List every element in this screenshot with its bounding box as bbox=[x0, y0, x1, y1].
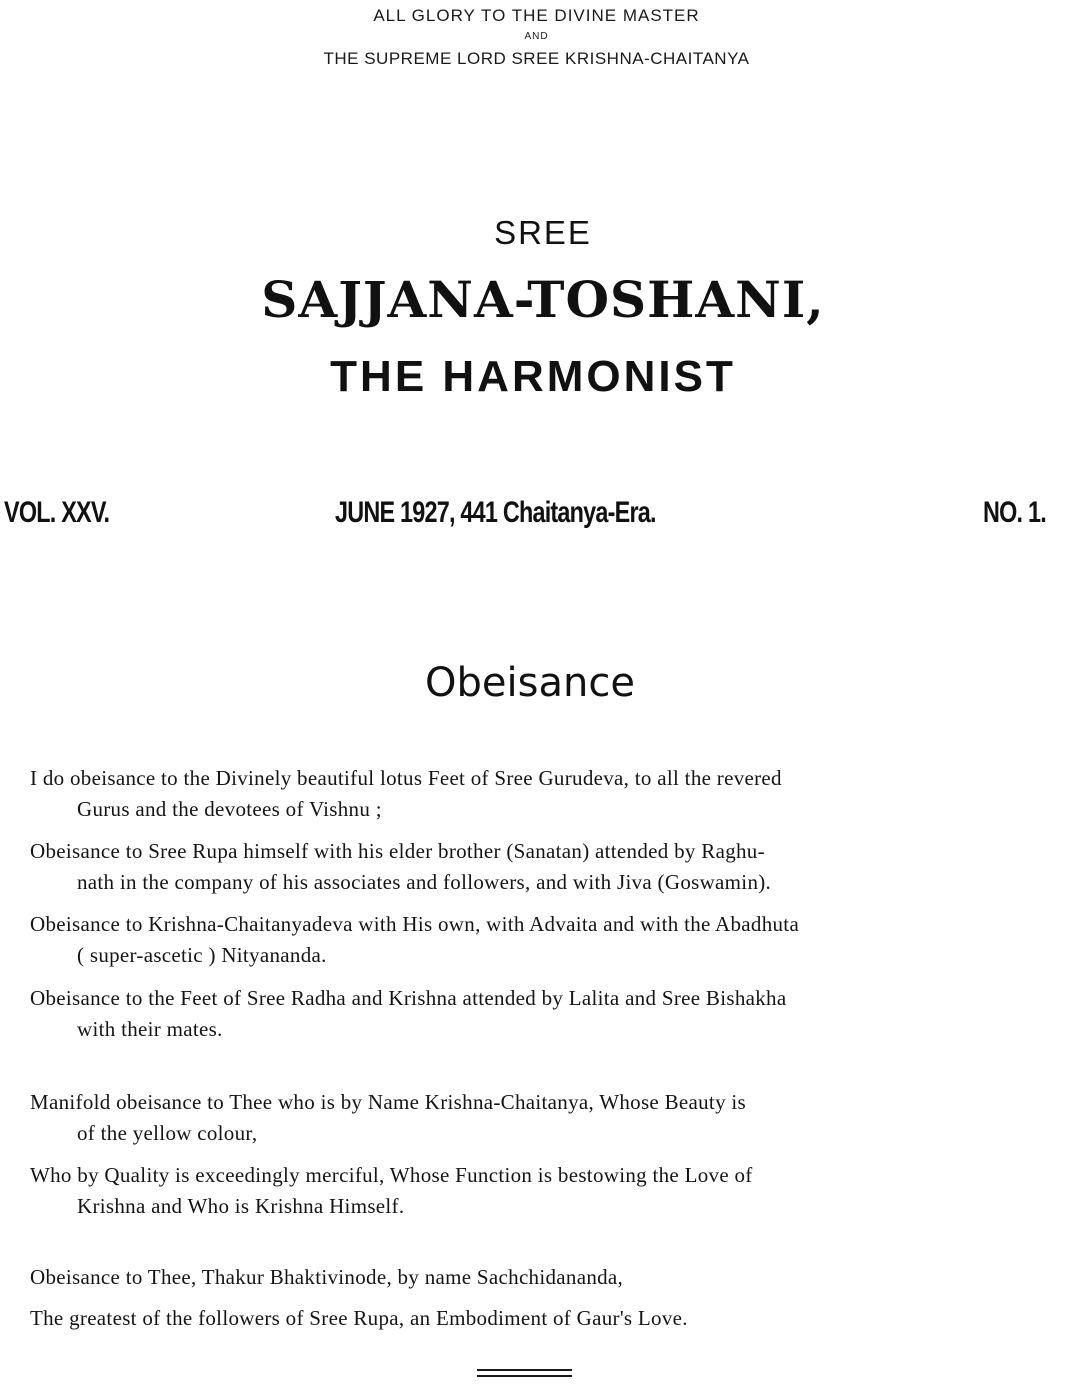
verse-line: Obeisance to Sree Rupa himself with his elder brother (Sanatan) attended by Raghu- bbox=[30, 839, 765, 863]
verse-line: with their mates. bbox=[77, 1017, 223, 1041]
issue-date: JUNE 1927, 441 Chaitanya-Era. bbox=[335, 496, 656, 529]
masthead-subtitle: THE HARMONIST bbox=[330, 352, 736, 401]
verse-line: Who by Quality is exceedingly merciful, Whose Function is bestowing the Love of bbox=[30, 1163, 753, 1187]
dedication-and: AND bbox=[524, 31, 549, 42]
verse-line: Obeisance to the Feet of Sree Radha and Krishna attended by Lalita and Sree Bishakha bbox=[30, 986, 787, 1010]
verse-line: Obeisance to Krishna-Chaitanyadeva with His own, with Advaita and with the Abadhuta bbox=[30, 912, 800, 936]
verse-line: of the yellow colour, bbox=[77, 1121, 258, 1145]
verse-line: I do obeisance to the Divinely beautiful lotus Feet of Sree Gurudeva, to all the revered bbox=[30, 766, 782, 790]
dedication-line-2: THE SUPREME LORD SREE KRISHNA-CHAITANYA bbox=[323, 49, 750, 68]
verse-line: ( super-ascetic ) Nityananda. bbox=[77, 943, 327, 967]
divider-line bbox=[477, 1369, 572, 1371]
verse-line: Gurus and the devotees of Vishnu ; bbox=[77, 797, 382, 821]
masthead-title: SAJJANA-TOSHANI, bbox=[261, 270, 825, 329]
issue-number: NO. 1. bbox=[983, 496, 1046, 529]
section-heading: Obeisance bbox=[425, 660, 635, 706]
dedication-line-1: ALL GLORY TO THE DIVINE MASTER bbox=[373, 6, 700, 25]
verse-line: The greatest of the followers of Sree Rupa, an Embodiment of Gaur's Love. bbox=[30, 1306, 688, 1330]
verse-line: nath in the company of his associates and followers, and with Jiva (Goswamin). bbox=[77, 870, 772, 894]
verse-line: Obeisance to Thee, Thakur Bhaktivinode, by name Sachchidananda, bbox=[30, 1265, 624, 1289]
divider-line bbox=[477, 1375, 572, 1377]
masthead-sree: SREE bbox=[494, 214, 592, 251]
issue-volume: VOL. XXV. bbox=[4, 496, 110, 529]
end-rule-divider bbox=[477, 1369, 572, 1381]
verse-line: Krishna and Who is Krishna Himself. bbox=[77, 1194, 405, 1218]
verse-line: Manifold obeisance to Thee who is by Name Krishna-Chaitanya, Whose Beauty is bbox=[30, 1090, 747, 1114]
